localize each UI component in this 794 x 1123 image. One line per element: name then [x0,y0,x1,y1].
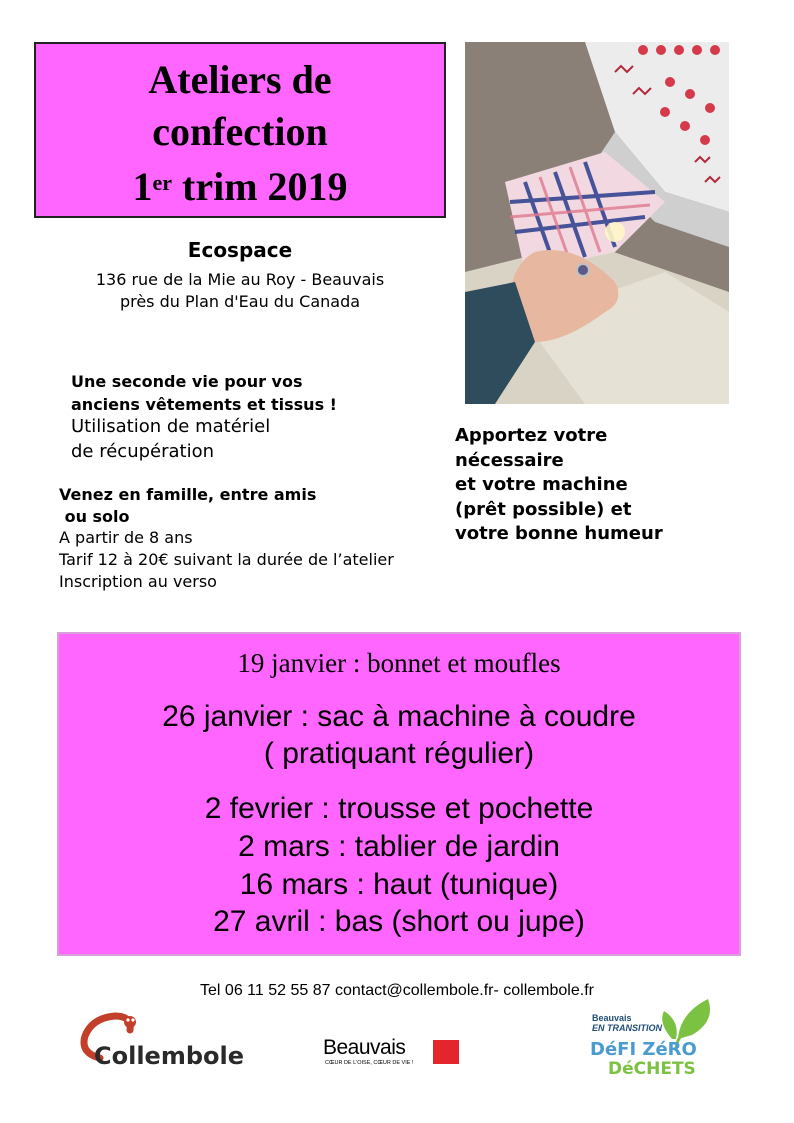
bring-note [455,424,755,547]
defi-line-2: DéCHETS [608,1059,696,1079]
title-trim-number: 1 [132,164,153,209]
schedule-item-note: ( pratiquant régulier) [263,737,535,770]
contact-line: Tel 06 11 52 55 87 contact@collembole.fr- collembole.fr [200,982,594,999]
venue-nearby: près du Plan d'Eau du Canada [119,292,361,311]
schedule-item: 19 janvier : bonnet et moufles [237,648,561,678]
beauvais-logo-tagline: CŒUR DE L'OISE, CŒUR DE VIE ! [325,1060,414,1066]
title-trim-superscript: er [152,170,172,195]
intro-bold-1: Une seconde vie pour vos [71,372,303,391]
collembole-logo-text: Collembole [94,1042,245,1070]
intro-line-3: Utilisation de matériel [71,416,271,437]
beauvais-emblem-icon [433,1040,459,1064]
bring-line-4: (prêt possible) et [455,498,632,520]
family-bold-2: ou solo [59,507,130,526]
title-line-3 [36,162,444,212]
beauvais-logo [323,1036,463,1070]
family-bold-1: Venez en famille, entre amis [59,485,317,504]
title-box [34,42,446,218]
family-registration: Inscription au verso [59,572,217,591]
beauvais-logo-text: Beauvais [323,1036,406,1059]
venue-address: 136 rue de la Mie au Roy - Beauvais [95,270,385,289]
bring-line-5: votre bonne humeur [455,523,663,544]
schedule-item: 27 avril : bas (short ou jupe) [213,905,585,938]
transition-top: Beauvais [592,1013,632,1023]
sewing-photo [465,42,729,404]
title-line-1: Ateliers de [148,57,332,102]
intro-bold-2: anciens vêtements et tissus ! [71,395,337,414]
family-price: Tarif 12 à 20€ suivant la durée de l’atelier [59,550,394,569]
transition-sub: EN TRANSITION [592,1023,663,1033]
bring-line-2: nécessaire [455,449,564,471]
schedule-item: 26 janvier : sac à machine à coudre [162,700,636,733]
schedule-item: 2 fevrier : trousse et pochette [204,792,594,825]
defi-line-1: DéFI ZéRO [590,1039,697,1060]
collembole-logo [70,1008,245,1078]
defi-zero-dechets-logo [588,995,728,1081]
schedule-item: 16 mars : haut (tunique) [239,868,559,901]
family-age: A partir de 8 ans [59,528,193,547]
bring-line-3: et votre machine [455,474,628,495]
title-line-2: confection [152,109,328,154]
bring-line-1: Apportez votre [455,425,608,446]
intro-line-4: de récupération [71,441,215,462]
venue-name: Ecospace [187,238,293,262]
title-trim-rest: trim 2019 [172,164,348,209]
schedule-box [57,632,741,956]
schedule-item: 2 mars : tablier de jardin [238,830,560,863]
